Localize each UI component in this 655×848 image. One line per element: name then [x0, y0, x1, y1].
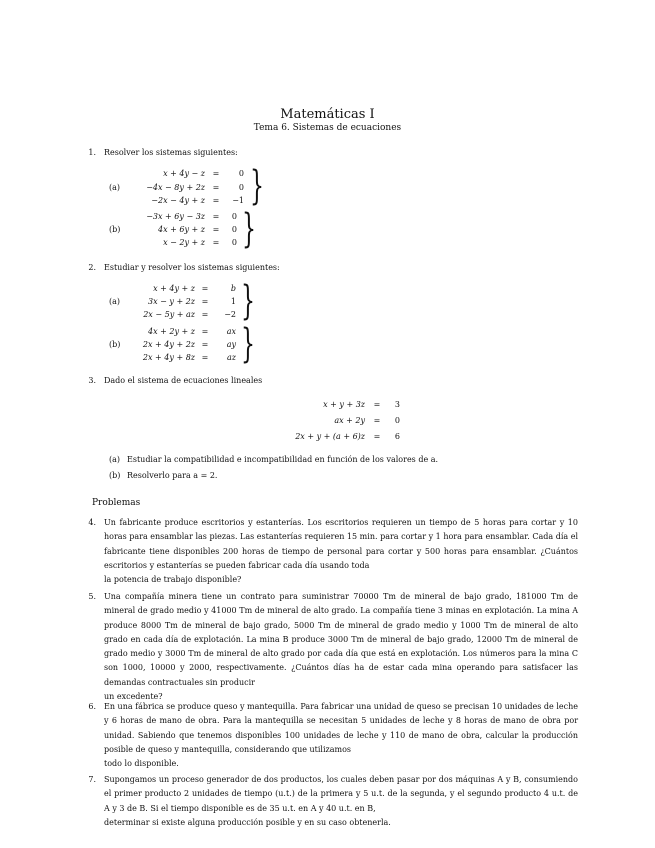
- text-line: cortar y 10 horas para ensamblar las piezas. Las estanterías requieren 15 min. para cortar y 1 hora: [104, 518, 578, 542]
- problem-6-text: [104, 700, 578, 771]
- equation-lhs: 2x + 4y + 8z: [142, 353, 195, 362]
- equation-lhs: 2x − 5y + az: [143, 310, 195, 319]
- equals-sign: =: [201, 284, 209, 293]
- exercise-2-number: 2.: [88, 263, 96, 272]
- exercise-3b-label: (b): [109, 471, 121, 480]
- equals-sign: =: [212, 225, 220, 234]
- text-line: 500 horas para ensamblar. ¿Cuántos escritorios y estanterías se pueden fabricar cada día usando toda: [104, 546, 579, 570]
- text-line: 8 horas de mano de obra por unidad. Sabiendo que tenemos disponibles 100 unidades de leche y 110: [104, 716, 579, 740]
- equation-rhs: 6: [394, 432, 400, 441]
- equation-lhs: ax + 2y: [334, 416, 365, 425]
- equation-rhs: az: [227, 353, 236, 362]
- right-brace: }: [241, 278, 255, 324]
- equation-rhs: 0: [231, 212, 237, 221]
- equals-sign: =: [373, 400, 381, 409]
- problem-4-number: 4.: [88, 518, 96, 527]
- equation-rhs: 0: [238, 183, 244, 192]
- equation-lhs: x + 4y − z: [163, 169, 205, 178]
- text-line: unidades de leche y 6 horas de mano de obra. Para la mantequilla se necesitan 5 unidades de leche y: [104, 702, 578, 726]
- equals-sign: =: [373, 432, 381, 441]
- text-line: determinar si existe alguna producción posible y en su caso obtenerla.: [104, 817, 391, 827]
- problem-6-number: 6.: [88, 702, 96, 711]
- equation-lhs: 2x + 4y + 2z: [142, 340, 195, 349]
- equation-rhs: b: [230, 284, 236, 293]
- text-line: ¿Cuántos días ha de estar cada mina operando para satisfacer las demandas contractuales sin producir: [104, 663, 578, 687]
- text-line: el segundo producto 4 u.t. de A y 3 de B. Si el tiempo disponible es de 35 u.t. en A y 40 u.t. en B,: [104, 789, 579, 813]
- equation-rhs: 0: [238, 169, 244, 178]
- equation-lhs: x + 4y + z: [153, 284, 195, 293]
- exercise-3a-text: Estudiar la compatibilidad e incompatibilidad en función de los valores de a.: [127, 455, 439, 464]
- exercise-3b-text: Resolverlo para a = 2.: [127, 471, 218, 480]
- right-brace: }: [242, 206, 256, 252]
- equation-lhs: 2x + y + (a + 6)z: [295, 432, 365, 441]
- text-line: para ensamblar. Cada día el fabricante tiene disponibles 200 horas de tiempo de personal para cortar y: [104, 532, 578, 556]
- equation-rhs: 0: [394, 416, 400, 425]
- equals-sign: =: [212, 238, 220, 247]
- text-line: consumiendo el primer producto 2 unidades de tiempo (u.t.) de la primera y 5 u.t. de la segunda, y: [104, 775, 578, 799]
- equation-lhs: 4x + 2y + z: [147, 327, 195, 336]
- equation-rhs: 3: [394, 400, 400, 409]
- text-line: un excedente?: [104, 692, 163, 702]
- exercise-1-text: Resolver los sistemas siguientes:: [104, 148, 238, 157]
- text-line: Un fabricante produce escritorios y estanterías. Los escritorios requieren un tiempo de 5 horas para: [104, 518, 528, 527]
- equation-rhs: 1: [230, 297, 236, 306]
- equals-sign: =: [201, 327, 209, 336]
- equals-sign: =: [373, 416, 381, 425]
- equation-rhs: 0: [231, 225, 237, 234]
- equation-rhs: 0: [231, 238, 237, 247]
- text-line: Una compañía minera tiene un contrato para suministrar 70000 Tm de mineral de bajo grado, 181000: [104, 592, 547, 601]
- exercise-2b-label: (b): [109, 340, 121, 349]
- equation-lhs: x + y + 3z: [323, 400, 365, 409]
- equation-lhs: x − 2y + z: [163, 238, 205, 247]
- equation-lhs: −3x + 6y − 3z: [146, 212, 205, 221]
- text-line: Tm de mineral de grado medio y 41000 Tm de mineral de alto grado. La compañía tiene 3 minas en: [104, 592, 579, 616]
- problem-7-text: [104, 773, 578, 830]
- page-title: Matemáticas I: [280, 107, 375, 122]
- text-line: Supongamos un proceso generador de dos productos, los cuales deben pasar por dos máquinas A y B,: [104, 775, 522, 784]
- problem-4-text: [104, 516, 578, 587]
- equals-sign: =: [201, 310, 209, 319]
- text-line: En una fábrica se produce queso y mantequilla. Para fabricar una unidad de queso se precisan 10: [104, 702, 503, 711]
- equation-rhs: ay: [226, 340, 236, 349]
- problem-7-number: 7.: [88, 775, 96, 784]
- equals-sign: =: [201, 340, 209, 349]
- problems-heading: Problemas: [92, 498, 141, 508]
- text-line: todo lo disponible.: [104, 759, 179, 769]
- right-brace: }: [241, 321, 255, 367]
- text-line: mineral de bajo grado, 12000 Tm de mineral de grado medio y 3000 Tm de mineral de alto grado por: [104, 634, 578, 659]
- exercise-2a-label: (a): [109, 297, 121, 306]
- text-line: la potencia de trabajo disponible?: [104, 575, 242, 585]
- problem-5-text: [104, 590, 578, 704]
- exercise-3-text: Dado el sistema de ecuaciones lineales: [104, 376, 263, 385]
- equals-sign: =: [212, 212, 220, 221]
- equals-sign: =: [212, 196, 220, 205]
- problem-5-number: 5.: [88, 592, 96, 601]
- text-line: de mano de obra, calcular la producción posible de queso y mantequilla, considerando que utilizamos: [104, 730, 578, 754]
- text-line: cada día que está en explotación. Los números para la mina C son 1000, 10000 y 2000, respectivamente.: [104, 649, 579, 673]
- exercise-1a-label: (a): [109, 183, 121, 192]
- equation-rhs: −1: [232, 196, 244, 205]
- equation-rhs: −2: [224, 310, 236, 319]
- exercise-3a-label: (a): [109, 455, 121, 464]
- page-subtitle: Tema 6. Sistemas de ecuaciones: [253, 123, 402, 133]
- text-line: explotación. La mina A produce 8000 Tm de mineral de bajo grado, 5000 Tm de mineral de grado: [104, 606, 578, 630]
- equals-sign: =: [212, 169, 220, 178]
- equation-lhs: −4x − 8y + 2z: [146, 183, 205, 192]
- equals-sign: =: [212, 183, 220, 192]
- equation-lhs: −2x − 4y + z: [151, 196, 205, 205]
- exercise-3-number: 3.: [88, 376, 96, 385]
- exercise-1-number: 1.: [88, 148, 96, 157]
- equals-sign: =: [201, 297, 209, 306]
- exercise-2-text: Estudiar y resolver los sistemas siguientes:: [104, 263, 280, 272]
- equals-sign: =: [201, 353, 209, 362]
- exercise-1b-label: (b): [109, 225, 121, 234]
- equation-lhs: 3x − y + 2z: [147, 297, 195, 306]
- right-brace: }: [250, 163, 264, 209]
- equation-rhs: ax: [226, 327, 236, 336]
- equation-lhs: 4x + 6y + z: [157, 225, 205, 234]
- text-line: medio y 1000 Tm de mineral de alto grado en cada día de explotación. La mina B produce 3000 Tm de: [104, 620, 579, 644]
